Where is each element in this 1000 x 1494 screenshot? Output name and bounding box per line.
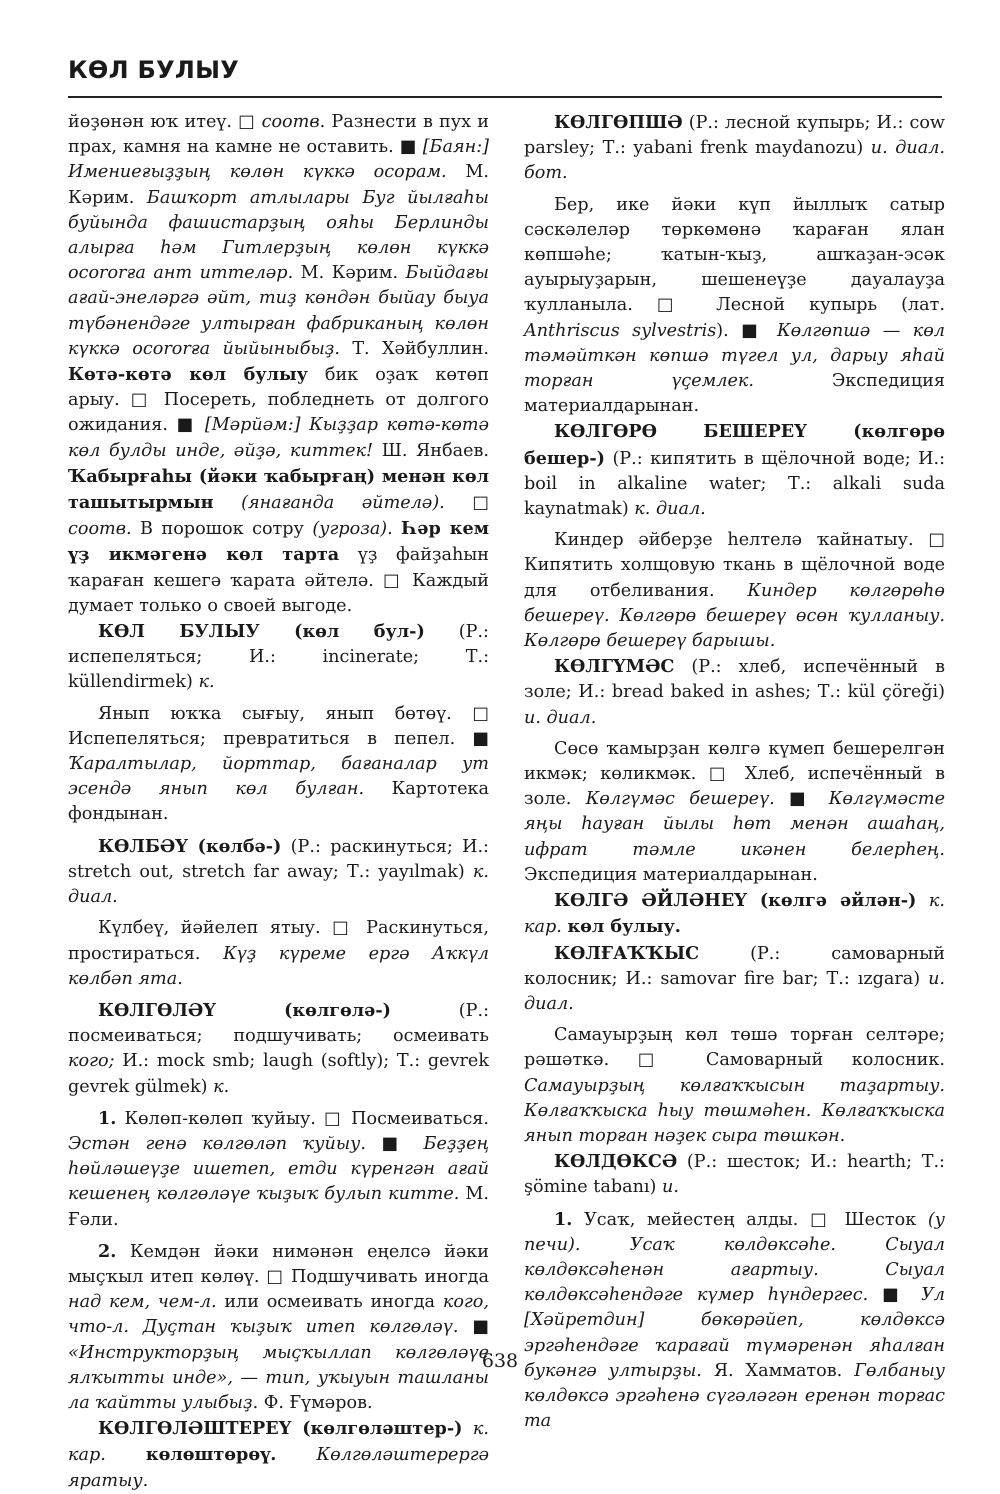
example-text: «Инструкторҙың мыҫҡыллап көлгөләүе ялҡытты инде», — тип, уҡыуын ташланы ла ҡайтты улыбыҙ.	[68, 1342, 489, 1413]
example-text: [Баян:] Имениеғыҙҙың көлөн күккә осорам.	[68, 137, 489, 183]
example-text: соотв.	[261, 112, 326, 132]
example-text: Ул [Хәйретдин] бөкөрәйеп, көлдөксә эргәһендәге ҡарағай түмәренән яһалған букәнгә ултырҙы.	[524, 1285, 945, 1381]
definition-text: (Р.: самоварный колосник; И.: samovar fire bar; Т.: ızgara)	[524, 943, 945, 989]
dictionary-paragraph	[524, 1149, 945, 1200]
definition-text	[213, 493, 241, 513]
headword: Көтә-көтә көл булыу	[68, 364, 308, 386]
example-text: и.	[662, 1177, 679, 1198]
definition-text: Бер, ике йәки күп йыллыҡ сатыр сәскәлеләр төркөмөнә ҡараған ялан көпшәһе; ҡатын-ҡыҙ, ашҡаҙан-эсәк ауырыуҙарын, шешенеүҙе дауалауҙа ҡулланыла. □ Лесной купырь (лат.	[524, 194, 945, 316]
example-text: Самауырҙың көлғаҡҡысын таҙартыу. Көлғаҡҡыска һыу төшмәһен. Көлғаҡҡыска янып торған нәҙек сыра төшкән.	[524, 1075, 945, 1146]
headword: Һәр кем үҙ икмәгенә көл тарта	[68, 518, 489, 566]
example-text: Эстән генә көлгөләп ҡуйыу.	[68, 1133, 366, 1154]
definition-text: Янып юҡҡа сығыу, янып бөтөү. □ Испепеляться; превратиться в пепел. ■	[68, 703, 489, 749]
example-text: к.	[213, 1076, 230, 1097]
example-text: Көлгүмәсте яңы һауған йылы һөт менән ашаһаң, ифрат тәмле икәнен белерһең.	[524, 789, 945, 860]
headword: КӨЛ БУЛЫУ (көл бул-)	[98, 621, 425, 643]
headword: 1.	[554, 1208, 573, 1230]
dictionary-paragraph	[524, 193, 945, 420]
dictionary-paragraph	[524, 737, 945, 888]
definition-text: (Р.: хлеб, испечённый в золе; И.: bread baked in ashes; Т.: kül çöreği)	[524, 657, 945, 703]
dictionary-paragraph	[68, 834, 489, 911]
headword: КӨЛГҮМӘС	[554, 656, 675, 678]
dictionary-paragraph	[68, 1239, 489, 1416]
headword: КӨЛДӨКСӘ	[554, 1151, 678, 1173]
definition-text: Разнести в пух и прах, камня на камне не оставить. ■	[68, 112, 489, 158]
example-text: Көлгүмәс бешереү.	[585, 789, 775, 810]
example-text: (янағанда әйтелә).	[241, 493, 445, 514]
definition-text: Экспедиция материалдарынан.	[524, 371, 945, 417]
dictionary-paragraph	[68, 619, 489, 696]
definition-text: (Р.: раскинуться; И.: stretch out, stretch far away; Т.: yayılmak)	[68, 836, 489, 882]
definition-text	[106, 1445, 146, 1465]
headword: 1.	[98, 1107, 117, 1129]
example-text: к. диал.	[68, 861, 489, 908]
headword: КӨЛГӨПШӘ	[554, 112, 683, 133]
definition-text: (Р.: кипятить в щёлочной воде; И.: boil in alkaline water; Т.: alkali suda kaynatmak)	[524, 448, 945, 520]
dictionary-paragraph	[524, 528, 945, 654]
example-text: и. диал. бот.	[524, 138, 945, 184]
definition-text: Күлбеү, йәйелеп ятыу. □ Раскинуться, простираться.	[68, 918, 489, 964]
example-text: кого;	[68, 1051, 115, 1072]
definition-text	[462, 1419, 472, 1439]
headword: Ҡабырғаһы (йәки ҡабырғаң) менән көл ташытырмын	[68, 465, 489, 514]
definition-text: Экспедиция материалдарынан.	[524, 864, 818, 885]
example-text: Гөлбаныу көлдөксә эргәһенә сүгәләгән еренән торғас та	[524, 1360, 945, 1432]
example-text: Көлгөпшә — көл тәмәйткән көпшә түгел ул, дарыу яһай торған үҫемлек.	[524, 320, 946, 392]
definition-text	[916, 891, 929, 911]
example-text: к. кар.	[68, 1419, 489, 1466]
definition-text: (Р.: посмеиваться; подшучивать; осмеивать	[68, 1000, 489, 1047]
example-text: Киндер көлгөрөһө бешереү. Көлгөрө бешереү өсөн ҡулланыу. Көлгөрө бешереү барышы.	[524, 580, 945, 652]
definition-text: ■	[868, 1285, 922, 1306]
headword: көл булыу.	[567, 916, 681, 938]
definition-text: үҙ файҙаһын ҡараған кешегә ҡарата әйтелә. □ Каждый думает только о своей выгоде.	[68, 545, 489, 616]
definition-text: Сөсө ҡамырҙан көлгә күмеп бешерелгән икмәк; көликмәк. □ Хлеб, испечённый в золе.	[524, 738, 945, 810]
example-text: к.	[198, 672, 215, 693]
dictionary-paragraph	[524, 110, 945, 187]
dictionary-paragraph	[68, 916, 489, 992]
example-text: [Мәрйәм:] Кыҙҙар көтә-көтә көл булды инде, әйҙә, киттек!	[68, 415, 489, 461]
example-text: к. диал.	[634, 499, 706, 520]
definition-text: В порошок сотру	[131, 519, 313, 540]
definition-text: ■	[365, 1133, 424, 1154]
dictionary-paragraph	[68, 702, 489, 828]
example-text: (угроза).	[312, 519, 393, 540]
definition-text: Киндер әйберҙе һелтелә ҡайнатыу. □ Кипятить холщовую ткань в щёлочной воде для отбеливания.	[524, 530, 945, 601]
definition-text	[276, 1445, 316, 1465]
dictionary-paragraph	[524, 1207, 945, 1435]
dictionary-paragraph	[68, 110, 489, 619]
definition-text: М. Кәрим.	[293, 263, 406, 284]
definition-text: М. Кәрим.	[68, 162, 490, 208]
definition-text: ■	[458, 1317, 489, 1338]
left-column	[68, 110, 490, 1491]
example-text: Башҡорт атлылары Буг йылғаһы буйында фашистарҙың ояһы Берлинды алырға һәм Гитлерҙың көлөн күккә осororға ант иттеләр.	[68, 187, 490, 284]
headword: КӨЛҒАҠҠЫС	[554, 942, 700, 964]
dictionary-paragraph	[524, 888, 945, 940]
example-text: над кем, чем-л.	[68, 1292, 217, 1313]
definition-text: Самауырҙың көл төшә торған селтәре; рәшәткә. □ Самоварный колосник.	[524, 1025, 945, 1071]
example-text: Күҙ күреме ергә Аҡкүл көлбәп ята.	[68, 943, 489, 989]
example-text: соотв.	[68, 519, 132, 540]
example-text: Көлгөләштерергә яратыу.	[68, 1445, 490, 1491]
definition-text: йөҙөнән юҡ итеү. □	[68, 112, 262, 132]
headword: 2.	[98, 1240, 117, 1262]
definition-text	[393, 519, 402, 539]
example-text: (у печи). Усаҡ көлдөксәһе. Сыуал көлдөксәһенән ағартыу. Сыуал көлдөксәһендәге күмер һүндергес.	[524, 1209, 945, 1306]
definition-text: бик оҙаҡ көтөп арыу. □ Посереть, побледнеть от долгого ожидания. ■	[68, 365, 489, 436]
headword: КӨЛГӘ ӘЙЛӘНЕҮ (көлгә әйлән-)	[554, 890, 917, 912]
dictionary-paragraph	[524, 941, 945, 1018]
definition-text: Т. Хәйбуллин.	[339, 338, 489, 359]
headword: көлөштөрөү.	[145, 1444, 277, 1466]
definition-text: ). ■	[716, 320, 777, 341]
example-text: Быйдағы ағай-энеләргә әйт, тиҙ көндән быйау быуа түбәнендәге ултырған фабриканың көлөн күккә осororға йыйыныбыҙ.	[68, 263, 490, 359]
example-text: Беҙҙең һөйләшеүҙе ишетеп, етди күренгән ағай кешенең көлгөләүе ҡыҙыҡ булып китте.	[68, 1133, 490, 1205]
definition-text: (Р.: лесной купырь; И.: cow parsley; Т.: yabani frenk maydanozu)	[524, 113, 945, 159]
definition-text: (Р.: испепеляться; И.: incinerate; Т.: küllendirmek)	[68, 622, 489, 693]
definition-text: ■	[774, 789, 829, 810]
example-text: и. диал.	[524, 968, 945, 1014]
definition-text: или осмеивать иногда	[216, 1292, 443, 1313]
dictionary-paragraph	[68, 998, 489, 1100]
headword: КӨЛГӨЛӘҮ (көлгөлә-)	[98, 999, 392, 1021]
example-text: и. диал.	[524, 707, 597, 728]
dictionary-paragraph	[524, 419, 945, 522]
example-text: Anthriscus sylvestris	[524, 320, 717, 341]
definition-text: Ш. Янбаев.	[373, 440, 489, 461]
definition-text: И.: mock smb; laugh (softly); Т.: gevrek gevrek gülmek)	[68, 1051, 489, 1097]
dictionary-paragraph	[524, 654, 945, 731]
dictionary-paragraph	[68, 1416, 489, 1494]
headword: КӨЛГӨРӨ БЕШЕРЕҮ (көлгөрө бешер-)	[524, 421, 945, 469]
definition-text: Я. Хамматов.	[701, 1360, 855, 1381]
definition-text: Ф. Ғүмәров.	[258, 1392, 373, 1413]
header-rule	[68, 96, 942, 98]
running-head: КӨЛ БУЛЫУ	[68, 56, 240, 84]
right-column	[524, 110, 946, 1432]
headword: КӨЛБӘҮ (көлбә-)	[98, 835, 282, 857]
definition-text: Картотека фондынан.	[68, 779, 489, 825]
headword: КӨЛГӨЛӘШТЕРЕҮ (көлгөләштер-)	[98, 1418, 463, 1440]
dictionary-paragraph	[524, 1023, 945, 1149]
definition-text: Көлөп-көлөп ҡуйыу. □ Посмеиваться.	[116, 1108, 489, 1129]
definition-text: (Р.: шесток; И.: hearth; Т.: şömine tabanı)	[524, 1152, 945, 1198]
definition-text: М. Ғәли.	[68, 1184, 490, 1230]
definition-text: □	[444, 493, 489, 514]
example-text: к. кар.	[524, 891, 946, 938]
example-text: кого, что-л. Дуҫтан ҡыҙыҡ итеп көлгөләү.	[68, 1292, 489, 1338]
dictionary-paragraph	[68, 1106, 489, 1233]
definition-text: Усаҡ, мейестең алды. □ Шесток	[572, 1209, 928, 1230]
example-text: Ҡаралтылар, йорттар, бағаналар ут эсендә янып көл булған.	[68, 754, 489, 800]
page-number: 638	[481, 1350, 519, 1372]
definition-text: Кемдән йәки нимәнән еңелсә йәки мыҫҡыл итеп көлөү. □ Подшучивать иногда	[68, 1241, 489, 1287]
